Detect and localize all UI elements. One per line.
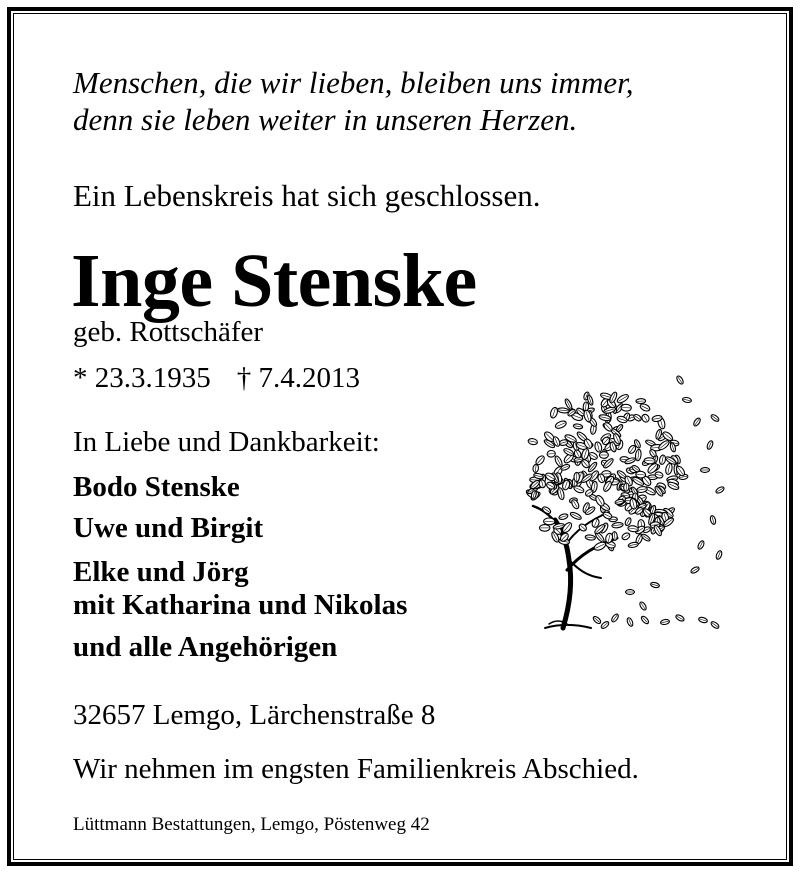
life-dates	[73, 360, 360, 396]
mourner-1: Bodo Stenske	[73, 471, 240, 503]
farewell-text: Wir nehmen im engsten Familienkreis Abschied.	[73, 753, 639, 785]
mourner-2: Uwe und Birgit	[73, 512, 264, 544]
tree-leaves	[525, 391, 688, 552]
motto-line-1: Menschen, die wir lieben, bleiben uns immer,	[73, 65, 634, 100]
address: 32657 Lemgo, Lärchenstraße 8	[73, 699, 436, 731]
mourner-4: mit Katharina und Nikolas	[73, 589, 408, 621]
mourner-5: und alle Angehörigen	[73, 631, 338, 663]
deceased-name: Inge Stenske	[71, 239, 477, 323]
birth-date: * 23.3.1935	[73, 362, 211, 394]
maiden-name: geb. Rottschäfer	[73, 316, 264, 348]
death-date: † 7.4.2013	[236, 362, 360, 394]
intro-text: Ein Lebenskreis hat sich geschlossen.	[73, 178, 541, 213]
motto-line-2: denn sie leben weiter in unseren Herzen.	[73, 102, 578, 137]
mourner-3: Elke und Jörg	[73, 556, 249, 588]
windblown-tree-icon	[505, 370, 735, 635]
falling-leaves	[592, 375, 725, 630]
motto	[73, 64, 633, 138]
thanks-line: In Liebe und Dankbarkeit:	[73, 426, 380, 458]
undertaker: Lüttmann Bestattungen, Lemgo, Pöstenweg 42	[73, 814, 430, 835]
